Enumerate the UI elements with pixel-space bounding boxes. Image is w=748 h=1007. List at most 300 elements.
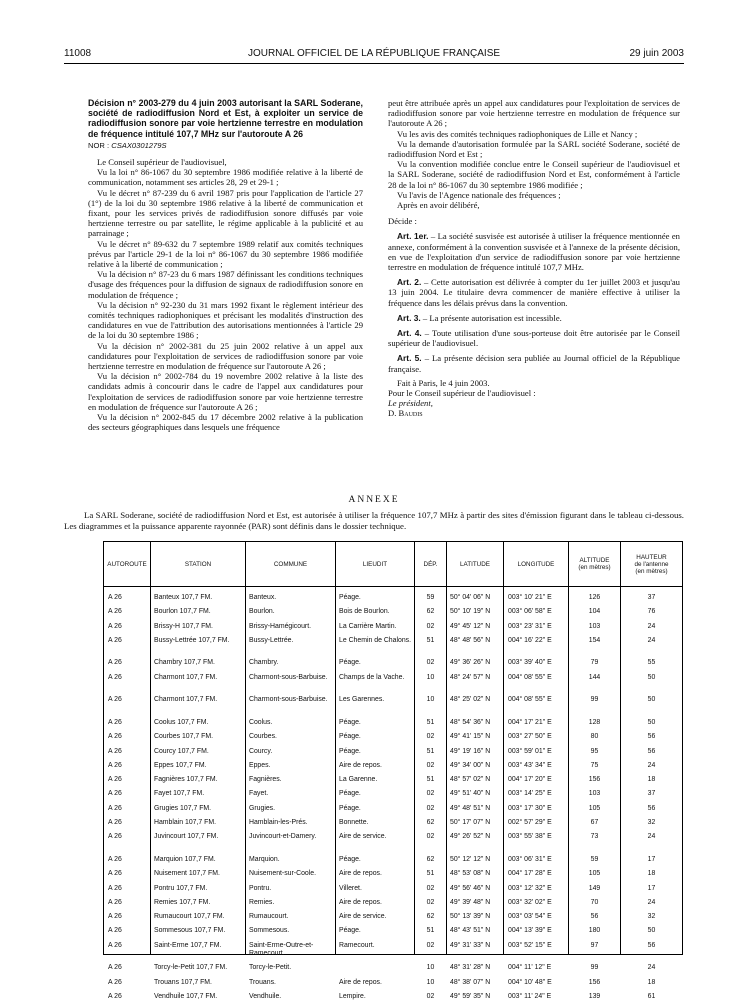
cell-dep: 59	[426, 594, 435, 601]
cell-hauteur: 37	[647, 790, 656, 798]
journal-title: JOURNAL OFFICIEL DE LA RÉPUBLIQUE FRANÇAISE	[247, 48, 501, 59]
cell-commune: Charmont-sous-Barbuise.	[249, 673, 328, 681]
table-row	[104, 696, 682, 719]
cell-station: Remies 107,7 FM.	[154, 898, 211, 906]
cell-altitude: 73	[590, 833, 599, 841]
cell-dep: 02	[426, 622, 435, 630]
cell-hauteur: 24	[647, 898, 656, 906]
table-row	[104, 856, 682, 870]
right-column	[388, 98, 680, 419]
cell-commune: Courcy.	[249, 747, 273, 755]
cell-commune: Juvincourt-et-Damery.	[249, 833, 317, 841]
article-text: – La présente autorisation est incessible.	[420, 312, 562, 323]
table-row	[104, 748, 682, 762]
cell-longitude: 004° 17' 21" E	[508, 718, 552, 726]
cell-latitude: 48° 53' 08" N	[450, 870, 491, 878]
cell-latitude: 48° 24' 57" N	[450, 673, 491, 681]
header-altitude-unit: (en mètres)	[578, 564, 611, 571]
cell-longitude: 003° 59' 01" E	[508, 747, 552, 755]
cell-altitude: 67	[590, 819, 599, 827]
cell-autoroute: A 26	[108, 870, 122, 878]
cell-station: Brissy-H 107,7 FM.	[154, 622, 213, 630]
cell-altitude: 95	[590, 747, 599, 755]
cell-hauteur: 18	[647, 978, 656, 986]
cell-station: Nuisement 107,7 FM.	[154, 870, 220, 878]
table-row	[104, 979, 682, 993]
table-row	[104, 819, 682, 833]
cell-hauteur: 17	[647, 855, 656, 863]
cell-hauteur: 50	[647, 927, 656, 935]
cell-station: Pontru 107,7 FM.	[154, 884, 208, 892]
cell-dep: 62	[426, 913, 435, 921]
cell-station: Vendhuile 107,7 FM.	[154, 992, 218, 1000]
cell-autoroute: A 26	[108, 804, 122, 812]
cell-altitude: 103	[588, 790, 601, 798]
cell-longitude: 003° 10' 21" E	[508, 594, 552, 601]
cell-autoroute: A 26	[108, 659, 122, 667]
article	[388, 353, 680, 373]
cell-longitude: 004° 13' 39" E	[508, 927, 552, 935]
paragraph: peut être attribuée après un appel aux candidatures pour l'exploitation de services de radiodiffusion sonore par voie hertzienne terrestre en modulation de fréquence sur l'autoroute A 26 ;	[388, 98, 680, 129]
cell-station: Fagnières 107,7 FM.	[154, 776, 218, 784]
cell-dep: 02	[426, 733, 435, 741]
cell-hauteur: 61	[647, 992, 656, 1000]
fait-line: Fait à Paris, le 4 juin 2003.	[397, 377, 490, 388]
cell-latitude: 49° 34' 00" N	[450, 761, 491, 769]
cell-altitude: 75	[590, 761, 599, 769]
cell-station: Grugies 107,7 FM.	[154, 804, 212, 812]
cell-altitude: 126	[588, 594, 601, 601]
cell-longitude: 004° 08' 55" E	[508, 673, 552, 681]
cell-latitude: 49° 31' 33" N	[450, 941, 491, 949]
cell-latitude: 48° 38' 07" N	[450, 978, 491, 986]
cell-longitude: 003° 06' 58" E	[508, 608, 552, 616]
cell-lieudit: Péage.	[339, 594, 361, 601]
cell-hauteur: 50	[647, 673, 656, 681]
header-hauteur-unit: (en mètres)	[635, 567, 668, 575]
cell-hauteur: 76	[647, 608, 656, 616]
cell-longitude: 003° 43' 34" E	[508, 761, 552, 769]
table-row	[104, 913, 682, 927]
cell-hauteur: 32	[647, 819, 656, 827]
cell-commune: Nuisement-sur-Coole.	[249, 870, 317, 878]
cell-longitude: 003° 32' 02" E	[508, 898, 552, 906]
paragraph: Vu la décision n° 92-230 du 31 mars 1992 fixant le règlement intérieur des comités techniques radiophoniques et précisant les modalités d'instruction des candidatures en vue de l'attribution des autorisations mentionnées à l'article 29 de la loi du 30 septembre 1986 ;	[88, 299, 363, 341]
cell-autoroute: A 26	[108, 978, 122, 986]
article	[388, 313, 680, 323]
cell-station: Hamblain 107,7 FM.	[154, 819, 217, 827]
cell-latitude: 49° 59' 35" N	[450, 992, 491, 1000]
header-hauteur	[621, 542, 682, 586]
cell-altitude: 104	[588, 608, 601, 616]
cell-latitude: 48° 48' 56" N	[450, 636, 491, 644]
cell-lieudit: Péage.	[339, 790, 361, 798]
table-row	[104, 993, 682, 1007]
cell-commune: Fayet.	[249, 790, 269, 798]
paragraph: Vu la décision n° 2002-381 du 25 juin 2002 relative à un appel aux candidatures pour l'exploitation de services de radiodiffusion sonore par voie hertzienne terrestre en modulation de fréquence sur l'autoroute A 26 ;	[88, 340, 363, 372]
paragraph: Après en avoir délibéré,	[397, 200, 480, 211]
cell-dep: 10	[426, 964, 435, 972]
cell-autoroute: A 26	[108, 927, 122, 935]
cell-station: Charmont 107,7 FM.	[154, 696, 218, 704]
cell-lieudit: Péage.	[339, 804, 361, 812]
cell-dep: 02	[426, 804, 435, 812]
cell-altitude: 144	[588, 673, 601, 681]
article	[388, 277, 680, 308]
cell-station: Charmont 107,7 FM.	[154, 673, 218, 681]
signature-line1: Pour le Conseil supérieur de l'audiovisuel :	[388, 388, 536, 399]
cell-lieudit: Aire de repos.	[339, 761, 382, 769]
nor-label: NOR :	[88, 140, 110, 150]
table-row	[104, 594, 682, 608]
cell-station: Rumaucourt 107,7 FM.	[154, 913, 225, 921]
header-hauteur-label: HAUTEUR	[636, 553, 667, 561]
issue-date: 29 juin 2003	[629, 48, 684, 59]
cell-lieudit: Aire de repos.	[339, 898, 382, 906]
cell-latitude: 48° 25' 02" N	[450, 696, 491, 704]
cell-dep: 51	[426, 718, 435, 726]
cell-altitude: 56	[590, 913, 599, 921]
signature-line2	[388, 398, 680, 408]
paragraph: Vu la loi n° 86-1067 du 30 septembre 1986 modifiée relative à la liberté de communication, notamment ses articles 28, 29 et 29-1 ;	[88, 167, 363, 188]
cell-longitude: 004° 11' 12" E	[508, 964, 552, 972]
cell-dep: 51	[426, 870, 435, 878]
cell-lieudit: Péage.	[339, 927, 361, 935]
cell-altitude: 180	[588, 927, 601, 935]
cell-longitude: 003° 06' 31" E	[508, 855, 552, 863]
table-row	[104, 964, 682, 978]
table-row	[104, 608, 682, 622]
cell-commune: Bussy-Lettrée.	[249, 636, 294, 644]
cell-autoroute: A 26	[108, 696, 122, 704]
cell-hauteur: 56	[647, 747, 656, 755]
nor-reference	[88, 141, 363, 151]
paragraph: Vu la décision n° 2002-845 du 17 décembre 2002 relative à la publication des secteurs géographiques dans lesquels une fréquence	[88, 412, 363, 433]
paragraph: Le Conseil supérieur de l'audiovisuel,	[97, 157, 227, 168]
cell-lieudit: Aire de service.	[339, 913, 387, 921]
cell-dep: 51	[426, 636, 435, 644]
cell-lieudit: Ramecourt.	[339, 941, 375, 949]
paragraph: Vu la demande d'autorisation formulée par la SARL société Soderane, société de radiodiffusion Nord et Est ;	[388, 138, 680, 160]
cell-lieudit: Lempire.	[339, 992, 366, 1000]
article-label: Art. 3.	[397, 312, 421, 323]
cell-station: Chambry 107,7 FM.	[154, 659, 215, 667]
cell-longitude: 004° 08' 55" E	[508, 696, 552, 704]
cell-commune: Sommesous.	[249, 927, 290, 935]
article	[388, 231, 680, 272]
cell-latitude: 49° 41' 15" N	[450, 733, 491, 741]
paragraph: Vu la décision n° 2002-784 du 19 novembre 2002 relative à la liste des candidats admis à concourir dans le cadre de l'appel aux candidatures pour l'exploitation de services de radiodiffusion sonore par voie hertzienne terrestre en modulation de fréquence sur l'autoroute A 26 ;	[88, 371, 363, 412]
cell-lieudit: Aire de service.	[339, 833, 387, 841]
cell-lieudit: Péage.	[339, 659, 361, 667]
cell-lieudit: Bonnette.	[339, 819, 369, 827]
cell-altitude: 99	[590, 696, 599, 704]
cell-hauteur: 56	[647, 804, 656, 812]
header-altitude-label: ALTITUDE	[579, 557, 610, 564]
cell-latitude: 50° 10' 19" N	[450, 608, 491, 616]
cell-station: Saint-Erme 107,7 FM.	[154, 941, 222, 949]
article-label: Art. 5.	[397, 353, 422, 364]
cell-latitude: 49° 26' 52" N	[450, 833, 491, 841]
paragraph: Vu l'avis de l'Agence nationale des fréquences ;	[397, 189, 561, 200]
decide-heading: Décide :	[388, 216, 417, 227]
table-row	[104, 762, 682, 776]
cell-commune: Pontru.	[249, 884, 272, 892]
cell-altitude: 156	[588, 978, 601, 986]
cell-hauteur: 37	[647, 594, 656, 601]
cell-station: Bussy-Lettrée 107,7 FM.	[154, 636, 230, 644]
table-row	[104, 637, 682, 660]
cell-dep: 62	[426, 855, 435, 863]
annexe-title: ANNEXE	[348, 495, 400, 505]
cell-latitude: 50° 13' 39" N	[450, 913, 491, 921]
cell-autoroute: A 26	[108, 941, 122, 949]
signature-line3	[388, 408, 680, 418]
table-row	[104, 623, 682, 637]
cell-commune: Torcy-le-Petit.	[249, 964, 292, 972]
header-autoroute: AUTOROUTE	[107, 560, 147, 568]
table-row	[104, 870, 682, 884]
article	[388, 328, 680, 348]
article-label: Art. 4.	[397, 328, 422, 339]
header-hauteur-sub: de l'antenne	[634, 560, 669, 568]
paragraph: Vu les avis des comités techniques radiophoniques de Lille et Nancy ;	[397, 128, 638, 139]
paragraph: Vu la convention modifiée conclue entre le Conseil supérieur de l'audiovisuel et la SARL Soderane, société de radiodiffusion Nord et Est, conformément à l'article 28 de la loi n° 86-1067 du 30 septembre 1986 modifiée ;	[388, 159, 680, 190]
cell-dep: 02	[426, 884, 435, 892]
article-text: – Cette autorisation est délivrée à compter du 1er juillet 2003 et jusqu'au 13 juin 2004. Le titulaire devra commencer de manière effective à utiliser la fréquence dans les délais prévus dans la convention.	[388, 277, 680, 308]
table-row	[104, 659, 682, 673]
cell-dep: 02	[426, 992, 435, 1000]
cell-dep: 02	[426, 761, 435, 769]
cell-dep: 10	[426, 696, 435, 704]
cell-altitude: 99	[590, 964, 599, 972]
cell-dep: 51	[426, 927, 435, 935]
signature-role: Le président,	[388, 398, 433, 409]
cell-altitude: 105	[588, 870, 601, 878]
cell-station: Sommesous 107,7 FM.	[154, 927, 226, 935]
article-label: Art. 1er.	[397, 231, 429, 242]
cell-autoroute: A 26	[108, 733, 122, 741]
cell-longitude: 003° 12' 32" E	[508, 884, 552, 892]
cell-autoroute: A 26	[108, 992, 122, 1000]
cell-commune: Charmont-sous-Barbuise.	[249, 696, 328, 704]
cell-lieudit: Péage.	[339, 747, 361, 755]
header-lieudit: LIEUDIT	[362, 560, 388, 568]
cell-longitude: 003° 17' 30" E	[508, 804, 552, 812]
cell-commune: Coolus.	[249, 718, 273, 726]
cell-lieudit: Péage.	[339, 855, 361, 863]
cell-commune: Brissy-Hamégicourt.	[249, 622, 312, 630]
cell-latitude: 49° 39' 48" N	[450, 898, 491, 906]
cell-longitude: 003° 11' 24" E	[508, 992, 552, 1000]
paragraph: Vu le décret n° 89-632 du 7 septembre 1989 relatif aux comités techniques prévus par l'article 29-1 de la loi n° 86-1067 du 30 septembre 1986 modifiée relative à la liberté de communication ;	[88, 238, 363, 270]
cell-longitude: 003° 27' 50" E	[508, 733, 552, 741]
cell-station: Courbes 107,7 FM.	[154, 733, 213, 741]
cell-commune: Trouans.	[249, 978, 276, 986]
stations-table	[103, 541, 683, 1000]
cell-lieudit: Villeret.	[339, 884, 362, 892]
cell-hauteur: 24	[647, 622, 656, 630]
table-row	[104, 719, 682, 733]
cell-altitude: 97	[590, 941, 599, 949]
cell-commune: Bourlon.	[249, 608, 275, 616]
cell-lieudit: Champs de la Vache.	[339, 673, 405, 681]
header-rule	[64, 63, 684, 64]
cell-dep: 10	[426, 673, 435, 681]
cell-lieudit: Aire de repos.	[339, 870, 382, 878]
cell-autoroute: A 26	[108, 608, 122, 616]
table-row	[104, 805, 682, 819]
cell-commune: Banteux.	[249, 594, 277, 601]
cell-autoroute: A 26	[108, 673, 122, 681]
cell-altitude: 70	[590, 898, 599, 906]
header-dep: DÉP.	[423, 560, 438, 568]
article-label: Art. 2.	[397, 277, 422, 288]
cell-lieudit: Les Garennes.	[339, 696, 385, 704]
cell-dep: 62	[426, 608, 435, 616]
cell-altitude: 80	[590, 733, 599, 741]
cell-commune: Rumaucourt.	[249, 913, 289, 921]
cell-latitude: 49° 45' 12" N	[450, 622, 491, 630]
left-column	[88, 98, 363, 433]
cell-lieudit: Le Chemin de Chalons.	[339, 636, 412, 644]
cell-dep: 51	[426, 747, 435, 755]
cell-dep: 02	[426, 833, 435, 841]
cell-station: Coolus 107,7 FM.	[154, 718, 209, 726]
cell-lieudit: Péage.	[339, 718, 361, 726]
cell-station: Torcy-le-Petit 107,7 FM.	[154, 964, 228, 972]
cell-lieudit: La Carrière Martin.	[339, 622, 397, 630]
cell-dep: 02	[426, 898, 435, 906]
cell-latitude: 48° 57' 02" N	[450, 776, 491, 784]
cell-dep: 02	[426, 659, 435, 667]
cell-longitude: 004° 17' 20" E	[508, 776, 552, 784]
cell-longitude: 003° 39' 40" E	[508, 659, 552, 667]
table-body	[104, 594, 682, 1007]
table-row	[104, 674, 682, 697]
table-row	[104, 942, 682, 965]
cell-commune: Saint-Erme-Outre-et-Ramecourt.	[249, 941, 314, 958]
cell-latitude: 49° 36' 26" N	[450, 659, 491, 667]
cell-station: Fayet 107,7 FM.	[154, 790, 205, 798]
cell-autoroute: A 26	[108, 790, 122, 798]
cell-longitude: 003° 55' 38" E	[508, 833, 552, 841]
table-header	[104, 542, 682, 587]
cell-commune: Remies.	[249, 898, 275, 906]
cell-autoroute: A 26	[108, 594, 122, 601]
cell-lieudit: La Garenne.	[339, 776, 378, 784]
cell-latitude: 48° 31' 28" N	[450, 964, 491, 972]
cell-hauteur: 50	[647, 696, 656, 704]
cell-autoroute: A 26	[108, 884, 122, 892]
left-paragraphs	[88, 157, 363, 432]
table-row	[104, 733, 682, 747]
cell-latitude: 49° 51' 40" N	[450, 790, 491, 798]
cell-autoroute: A 26	[108, 913, 122, 921]
cell-lieudit: Péage.	[339, 733, 361, 741]
cell-autoroute: A 26	[108, 622, 122, 630]
cell-hauteur: 56	[647, 941, 656, 949]
paragraph: Vu la décision n° 87-23 du 6 mars 1987 définissant les conditions techniques d'usage des fréquences pour la diffusion de signaux de radiodiffusion sonore en modulation de fréquence ;	[88, 269, 363, 300]
cell-hauteur: 50	[647, 718, 656, 726]
table-row	[104, 790, 682, 804]
cell-hauteur: 24	[647, 833, 656, 841]
cell-lieudit: Bois de Bourlon.	[339, 608, 390, 616]
decision-title: Décision n° 2003-279 du 4 juin 2003 autorisant la SARL Soderane, société de radiodiffusion Nord et Est, à exploiter un service de radiodiffusion sonore par voie hertzienne terrestre en modulation de fréquence intitulé 107,7 MHz sur l'autoroute A 26	[88, 98, 363, 139]
cell-longitude: 003° 52' 15" E	[508, 941, 552, 949]
cell-latitude: 48° 54' 36" N	[450, 718, 491, 726]
cell-latitude: 49° 19' 16" N	[450, 747, 491, 755]
cell-altitude: 103	[588, 622, 601, 630]
cell-dep: 10	[426, 978, 435, 986]
header-station: STATION	[184, 560, 212, 568]
cell-latitude: 50° 04' 06" N	[450, 594, 491, 601]
cell-longitude: 004° 17' 28" E	[508, 870, 552, 878]
header-commune: COMMUNE	[273, 560, 308, 568]
header-longitude: LONGITUDE	[517, 560, 555, 568]
cell-commune: Marquion.	[249, 855, 280, 863]
cell-hauteur: 55	[647, 659, 656, 667]
cell-hauteur: 18	[647, 776, 656, 784]
cell-commune: Vendhuile.	[249, 992, 282, 1000]
cell-autoroute: A 26	[108, 718, 122, 726]
cell-autoroute: A 26	[108, 819, 122, 827]
paragraph: Vu le décret n° 87-239 du 6 avril 1987 pris pour l'application de l'article 27 (1°) de la loi du 30 septembre 1986 relative à la liberté de communication et fixant, pour les services privés de radiodiffusion sonore diffusés par voie hertzienne terrestre ou par satellite, le régime applicable à la publicité et au parrainage ;	[88, 187, 363, 239]
cell-commune: Chambry.	[249, 659, 279, 667]
cell-altitude: 105	[588, 804, 601, 812]
cell-station: Courcy 107,7 FM.	[154, 747, 209, 755]
cell-hauteur: 32	[647, 913, 656, 921]
cell-hauteur: 24	[647, 636, 656, 644]
table-row	[104, 899, 682, 913]
cell-altitude: 128	[588, 718, 601, 726]
cell-latitude: 49° 48' 51" N	[450, 804, 491, 812]
cell-hauteur: 24	[647, 964, 656, 972]
page-number: 11008	[64, 48, 92, 59]
cell-latitude: 48° 43' 51" N	[450, 927, 491, 935]
cell-autoroute: A 26	[108, 898, 122, 906]
cell-station: Banteux 107,7 FM.	[154, 594, 213, 601]
cell-longitude: 003° 23' 31" E	[508, 622, 552, 630]
cell-longitude: 004° 16' 22" E	[508, 636, 552, 644]
cell-autoroute: A 26	[108, 761, 122, 769]
cell-station: Trouans 107,7 FM.	[154, 978, 212, 986]
article-text: – La présente décision sera publiée au Journal officiel de la République française.	[388, 353, 680, 374]
cell-dep: 02	[426, 941, 435, 949]
cell-longitude: 002° 57' 29" E	[508, 819, 552, 827]
cell-altitude: 156	[588, 776, 601, 784]
cell-longitude: 004° 10' 48" E	[508, 978, 552, 986]
cell-latitude: 50° 12' 12" N	[450, 855, 491, 863]
cell-longitude: 003° 03' 54" E	[508, 913, 552, 921]
table-row	[104, 885, 682, 899]
cell-lieudit: Aire de repos.	[339, 978, 382, 986]
signature-name: D. Baudis	[388, 408, 423, 419]
cell-autoroute: A 26	[108, 964, 122, 972]
cell-dep: 62	[426, 819, 435, 827]
cell-altitude: 139	[588, 992, 601, 1000]
cell-hauteur: 56	[647, 733, 656, 741]
cell-autoroute: A 26	[108, 855, 122, 863]
cell-commune: Hamblain-les-Prés.	[249, 819, 308, 827]
table-row	[104, 927, 682, 941]
cell-hauteur: 17	[647, 884, 656, 892]
header-altitude	[569, 542, 620, 586]
cell-autoroute: A 26	[108, 747, 122, 755]
header-latitude: LATITUDE	[460, 560, 490, 568]
right-paragraphs	[388, 98, 680, 210]
cell-altitude: 79	[590, 659, 599, 667]
